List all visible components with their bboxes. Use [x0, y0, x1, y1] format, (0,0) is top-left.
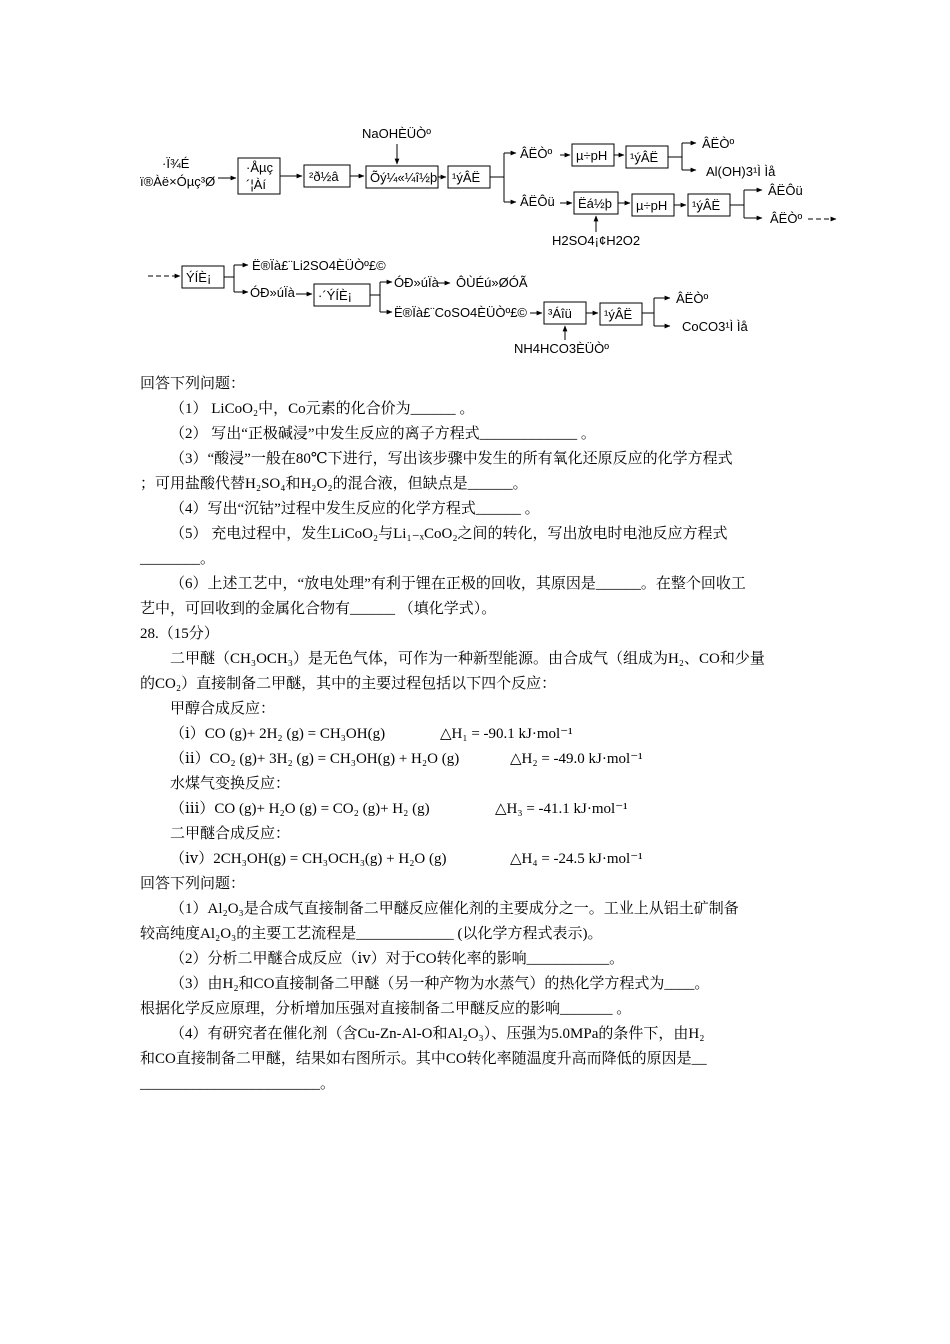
reaction-3	[140, 797, 820, 822]
nh4hco3-label: NH4HCO3ÈÜÒº	[514, 341, 610, 356]
filtrate-1-label: ÂËÒº	[520, 146, 553, 161]
box-adjust-ph-1-label: µ÷pH	[576, 148, 608, 163]
q28-question-1-line2: 较高纯度Al₂O₃的主要工艺流程是_____________ (以化学方程式表示)。	[140, 926, 603, 942]
aloh3-solid-label: Al(OH)3¹Ì Ìå	[706, 164, 776, 179]
q28-question-4-line3: ________________________。	[140, 1076, 336, 1092]
q27-question-4: （4）写出“沉钴”过程中发生反应的化学方程式______ 。	[170, 501, 540, 517]
box-alkali-leach-label: Õý¼«¼î½þ	[370, 170, 438, 185]
q28-paragraph-line1: 二甲醚（CH₃OCH₃）是无色气体，可作为一种新型能源。由合成气（组成为H₂、CO和少量	[170, 651, 765, 667]
reaction-1-equation: （ⅰ）CO (g)+ 2H₂ (g) = CH₃OH(g)	[170, 726, 386, 742]
box-filter-2-label: ¹ýÂË	[630, 150, 659, 165]
box-acid-leach-label: Ëá½þ	[578, 196, 612, 211]
q27-question-5-line1: （5） 充电过程中，发生LiCoO₂与Li₁₋ₓCoO₂之间的转化，写出放电时电池反应方程式	[170, 526, 728, 542]
start-label-line2: ï®Àë×Óµç³Ø	[140, 174, 216, 189]
filtrate-4-label: ÂËÒº	[676, 291, 709, 306]
q28-question-3-line1: （3）由H₂和CO直接制备二甲醚（另一种产物为水蒸气）的热化学方程式为____。	[170, 976, 710, 992]
organic-phase-label: ÓÐ»úÏà	[250, 285, 295, 300]
methanol-synthesis-title: 甲醇合成反应：	[170, 701, 276, 717]
water-phase-co-label: Ë®Ïà£¨CoSO4ÈÜÒº£©	[394, 305, 528, 320]
q28-question-1-line1: （1）Al₂O₃是合成气直接制备二甲醚反应催化剂的主要成分之一。工业上从铝土矿制备	[170, 901, 739, 917]
q27-question-6-line2: 艺中，可回收到的金属化合物有______ （填化学式）。	[140, 601, 497, 617]
box-precipitate-co-label: ³Áîü	[548, 306, 572, 321]
q28-paragraph-line2: 的CO₂）直接制备二甲醚，其中的主要过程包括以下四个反应：	[140, 676, 557, 692]
box-discharge-line1: ·Åµç	[246, 160, 273, 175]
q28-question-3-line2: 根据化学反应原理，分析增加压强对直接制备二甲醚反应的影响_______ 。	[140, 1001, 632, 1017]
question-text	[140, 372, 820, 1097]
reaction-2-equation: （ⅱ）CO₂ (g)+ 3H₂ (g) = CH₃OH(g) + H₂O (g)	[170, 751, 460, 767]
reaction-1	[140, 722, 820, 747]
box-adjust-ph-2-label: µ÷pH	[636, 198, 668, 213]
box-disassemble-label: ²ð½â	[309, 169, 339, 184]
process-flowchart	[0, 0, 950, 370]
reaction-4-equation: （ⅳ）2CH₃OH(g) = CH₃OCH₃(g) + H₂O (g)	[170, 851, 447, 867]
q27-question-2: （2） 写出“正极碱浸”中发生反应的离子方程式_____________ 。	[170, 426, 596, 442]
reaction-1-enthalpy: △H₁ = -90.1 kJ·mol⁻¹	[440, 726, 573, 742]
reaction-2	[140, 747, 820, 772]
q27-intro: 回答下列问题：	[140, 376, 246, 392]
residue-2-label: ÂËÔü	[768, 183, 803, 198]
q27-question-5-line2: ________。	[140, 551, 216, 567]
reuse-label: ÔÙÉú»ØÓÃ	[456, 275, 528, 290]
box-back-extract-label: ·´ÝÍÈ¡	[318, 288, 352, 303]
reaction-4-enthalpy: △H₄ = -24.5 kJ·mol⁻¹	[510, 851, 643, 867]
residue-1-label: ÂËÔü	[520, 194, 555, 209]
h2so4-h2o2-label: H2SO4¡¢H2O2	[552, 233, 641, 248]
q27-question-3-line1: （3）“酸浸”一般在80℃下进行，写出该步骤中发生的所有氧化还原反应的化学方程式	[170, 451, 733, 467]
coco3-solid-label: CoCO3¹Ì Ìå	[682, 319, 748, 334]
filtrate-2-label: ÂËÒº	[702, 136, 735, 151]
q28-question-2: （2）分析二甲醚合成反应（ⅳ）对于CO转化率的影响___________。	[170, 951, 625, 967]
reaction-2-enthalpy: △H₂ = -49.0 kJ·mol⁻¹	[510, 751, 643, 767]
reaction-4	[140, 847, 820, 872]
q27-question-1: （1） LiCoO₂中，Co元素的化合价为______ 。	[170, 401, 475, 417]
water-gas-shift-title: 水煤气变换反应：	[170, 776, 291, 792]
box-extract-label: ÝÍÈ¡	[186, 270, 212, 285]
naoh-label: NaOHÈÜÒº	[362, 126, 432, 141]
start-label-line1: ·Ï¾É	[162, 156, 190, 171]
q28-intro: 回答下列问题：	[140, 876, 246, 892]
organic-phase-2-label: ÓÐ»úÏà	[394, 275, 439, 290]
box-discharge-line2: ´¦Àí	[246, 177, 266, 192]
q27-question-6-line1: （6）上述工艺中，“放电处理”有利于锂在正极的回收，其原因是______。在整个回收工	[170, 576, 746, 592]
q27-question-3-line2: ；可用盐酸代替H₂SO₄和H₂O₂的混合液，但缺点是______。	[140, 476, 528, 492]
water-phase-li-label: Ë®Ïà£¨Li2SO4ÈÜÒº£©	[252, 258, 386, 273]
box-filter-1-label: ¹ýÂË	[452, 170, 481, 185]
reaction-3-enthalpy: △H₃ = -41.1 kJ·mol⁻¹	[495, 801, 628, 817]
q28-heading: 28.（15分）	[140, 626, 219, 642]
filtrate-3-label: ÂËÒº	[770, 211, 803, 226]
reaction-3-equation: （ⅲ）CO (g)+ H₂O (g) = CO₂ (g)+ H₂ (g)	[170, 801, 430, 817]
box-filter-4-label: ¹ýÂË	[604, 307, 633, 322]
dme-synthesis-title: 二甲醚合成反应：	[170, 826, 291, 842]
q28-question-4-line2: 和CO直接制备二甲醚，结果如右图所示。其中CO转化率随温度升高而降低的原因是__	[140, 1051, 707, 1067]
box-filter-3-label: ¹ýÂË	[692, 198, 721, 213]
q28-question-4-line1: （4）有研究者在催化剂（含Cu-Zn-Al-O和Al₂O₃）、压强为5.0MPa的条件下，由H₂	[170, 1026, 705, 1042]
